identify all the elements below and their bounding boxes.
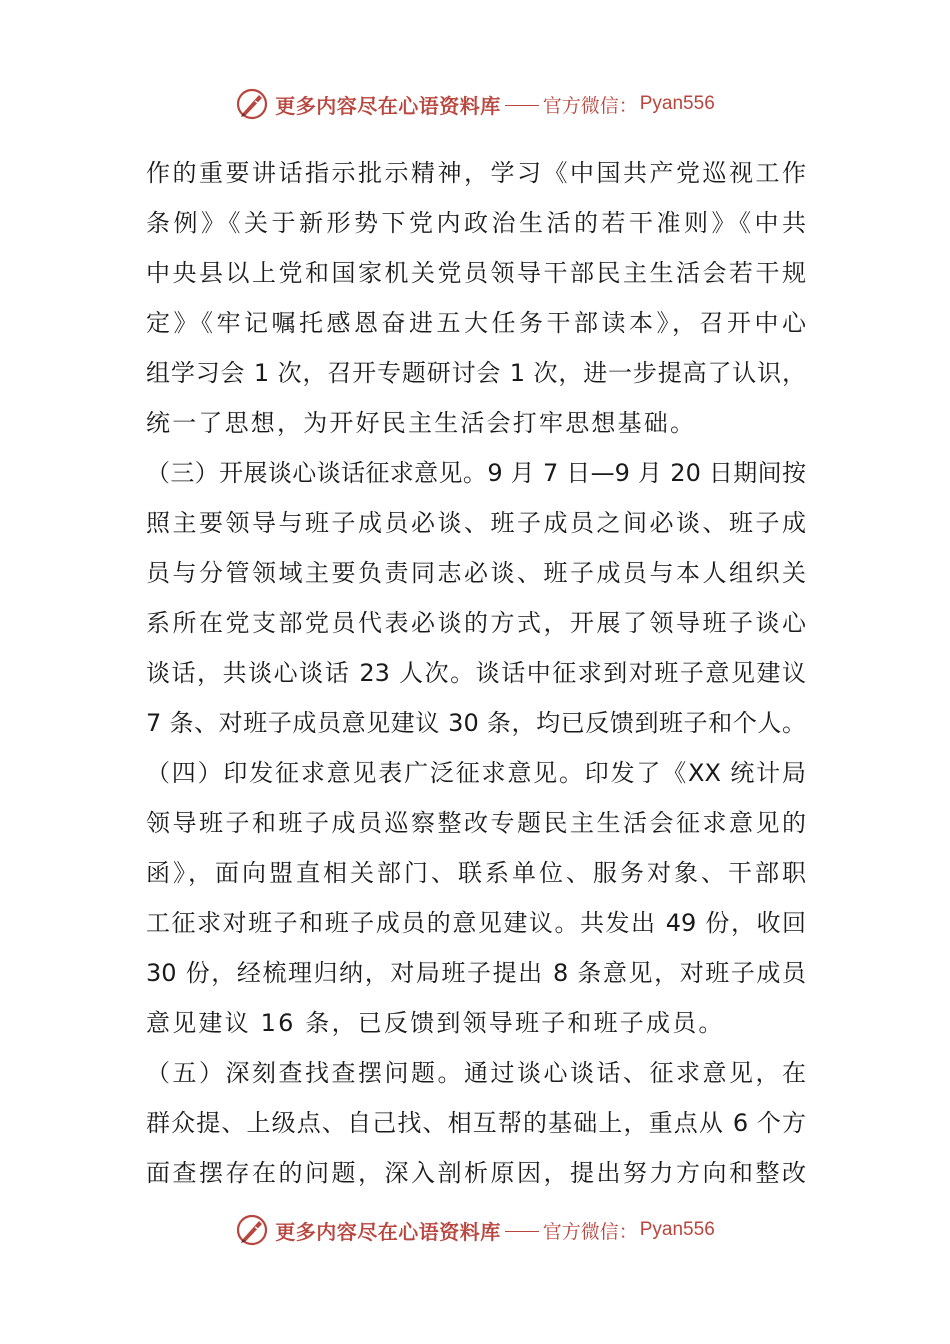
header-banner <box>0 84 950 124</box>
text-line: 统一了思想，为开好民主生活会打牢思想基础。 <box>146 409 697 437</box>
text-line: 领导班子和班子成员巡察整改专题民主生活会征求意见的 <box>146 809 806 837</box>
text-line: 意见建议 16 条，已反馈到领导班子和班子成员。 <box>146 1009 725 1037</box>
banner-wechat-id: Pyan556 <box>639 93 715 114</box>
footer-banner <box>0 1210 950 1250</box>
banner-dash <box>505 1231 539 1232</box>
text-line: 照主要领导与班子成员必谈、班子成员之间必谈、班子成 <box>146 509 806 537</box>
text-line: 组学习会 1 次，召开专题研讨会 1 次，进一步提高了认识， <box>146 359 806 387</box>
banner-wechat-label: 官方微信： <box>542 94 638 117</box>
text-line: 群众提、上级点、自己找、相互帮的基础上，重点从 6 个方 <box>146 1109 806 1137</box>
banner-slogan: 更多内容尽在心语资料库 <box>275 1219 501 1244</box>
text-line: 作的重要讲话指示批示精神，学习《中国共产党巡视工作 <box>146 159 806 187</box>
text-line: （三）开展谈心谈话征求意见。9 月 7 日—9 月 20 日期间按 <box>146 459 806 487</box>
text-line: （五）深刻查找查摆问题。通过谈心谈话、征求意见，在 <box>146 1059 806 1087</box>
text-line: 工征求对班子和班子成员的意见建议。共发出 49 份，收回 <box>146 909 806 937</box>
pen-logo-icon <box>235 1213 269 1247</box>
text-line: 谈话，共谈心谈话 23 人次。谈话中征求到对班子意见建议 <box>146 659 806 687</box>
banner-wechat-label: 官方微信： <box>542 1220 638 1243</box>
text-line: 员与分管领域主要负责同志必谈、班子成员与本人组织关 <box>146 559 806 587</box>
text-line: （四）印发征求意见表广泛征求意见。印发了《XX 统计局 <box>146 759 806 787</box>
text-line: 面查摆存在的问题，深入剖析原因，提出努力方向和整改 <box>146 1159 806 1187</box>
banner-dash <box>505 105 539 106</box>
text-line: 7 条、对班子成员意见建议 30 条，均已反馈到班子和个人。 <box>146 709 806 737</box>
banner-slogan: 更多内容尽在心语资料库 <box>275 93 501 118</box>
banner-wechat-id: Pyan556 <box>639 1219 715 1240</box>
text-line: 30 份，经梳理归纳，对局班子提出 8 条意见，对班子成员 <box>146 959 806 987</box>
text-line: 函》，面向盟直相关部门、联系单位、服务对象、干部职 <box>146 859 806 887</box>
text-line: 系所在党支部党员代表必谈的方式，开展了领导班子谈心 <box>146 609 806 637</box>
document-body <box>146 148 806 1198</box>
pen-logo-icon <box>235 87 269 121</box>
text-line: 中央县以上党和国家机关党员领导干部民主生活会若干规 <box>146 259 806 287</box>
text-line: 定》《牢记嘱托感恩奋进五大任务干部读本》，召开中心 <box>146 309 806 337</box>
text-line: 条例》《关于新形势下党内政治生活的若干准则》《中共 <box>146 209 806 237</box>
